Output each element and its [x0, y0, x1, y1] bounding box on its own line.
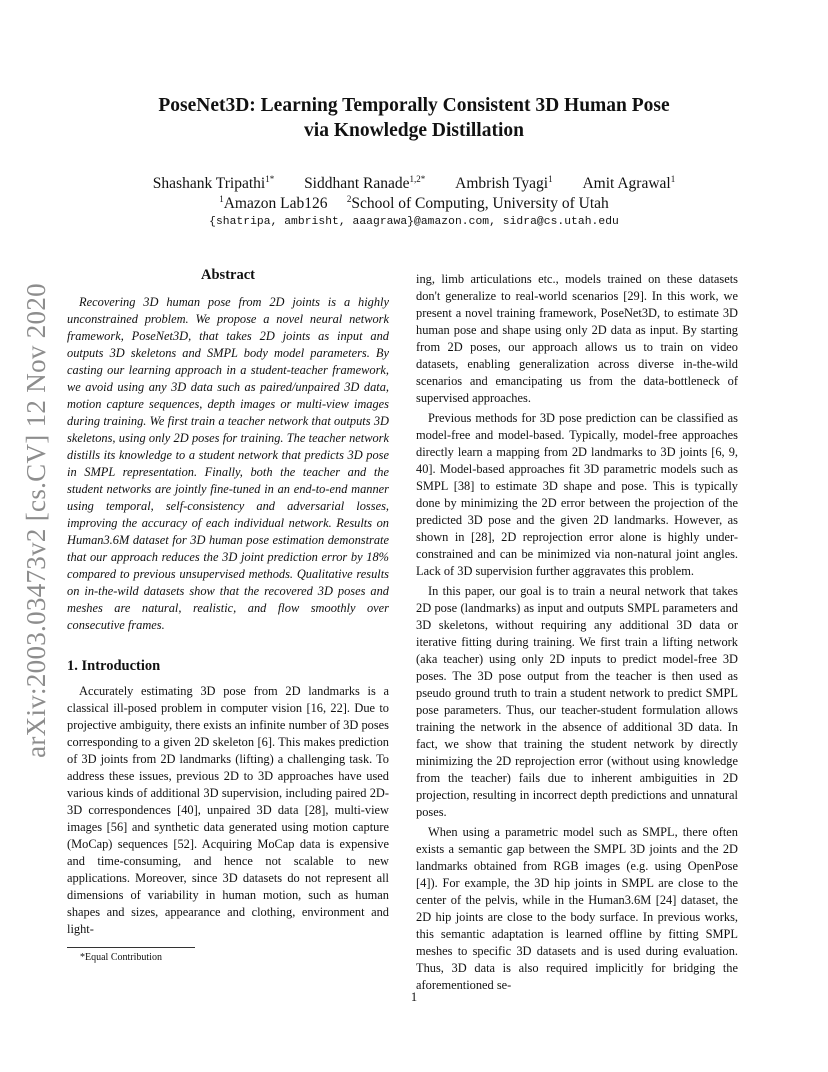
affiliation: $^1$Amazon Lab126	[219, 194, 328, 212]
footnote-rule	[67, 947, 195, 948]
body-paragraph: When using a parametric model such as SMPL, there often exists a semantic gap between the SMPL 3D joints and the 2D landmarks obtained from RGB images (e.g. using OpenPose [4]). For example, the 3D hip joints in SMPL are close to the center of the pelvis, while in the Human3.6M [24] dataset, the 2D hip joints are close to the body surface. In previous works, this semantic adaptation is learned offline by fitting SMPL meshes to specific 3D datasets and is used during evaluation. Thus, 3D data is also required implicitly for bridging the aforementioned se-	[416, 825, 738, 992]
affiliation: $^2$School of Computing, University of Utah	[346, 194, 609, 212]
introduction-heading: 1. Introduction	[67, 658, 161, 674]
title-line-2: via Knowledge Distillation	[304, 120, 524, 141]
author: Ambrish Tyagi$^1$	[455, 174, 553, 192]
footnote: *Equal Contribution	[80, 952, 162, 963]
body-paragraph: In this paper, our goal is to train a neural network that takes 2D pose (landmarks) as input and outputs SMPL parameters and 3D skeletons, without requiring any additional 3D data or iterative fitting during training. We first train a lifting network (aka teacher) using only 2D inputs to predict model-free 3D poses. The 3D pose output from the teacher is then used as pseudo ground truth to train a student network to predict SMPL pose parameters. Thus, our teacher-student formulation allows training the network in the absence of additional 3D data. In fact, we show that training the student network by directly minimizing the 2D reprojection error (without using knowledge from the teacher) fails due to inherent ambiguities in 2D projection, resulting in incorrect depth predictions and unnatural poses.	[416, 584, 738, 819]
left-column	[67, 267, 389, 941]
author: Amit Agrawal$^1$	[582, 174, 676, 192]
page-number: 1	[410, 990, 418, 1004]
author: Siddhant Ranade$^{1,2*}$	[304, 174, 426, 192]
arxiv-stamp: arXiv:2003.03473v2 [cs.CV] 12 Nov 2020	[20, 282, 51, 758]
author-block	[90, 174, 738, 214]
affiliation-list	[90, 194, 738, 214]
author-emails: {shatripa, ambrisht, aaagrawa}@amazon.com, sidra@cs.utah.edu	[209, 216, 619, 228]
right-column	[416, 271, 738, 997]
body-paragraph: ing, limb articulations etc., models trained on these datasets don't generalize to real-world scenarios [29]. In this work, we present a novel training framework, PoseNet3D, to estimate 3D human pose and shape using only 2D data as input. By starting from 2D poses, our approach allows us to train on video datasets, enabling generalization across diverse in-the-wild scenarios and emancipating us from the data-bottleneck of supervised approaches.	[416, 272, 738, 405]
title-line-1: PoseNet3D: Learning Temporally Consistent 3D Human Pose	[158, 95, 670, 116]
intro-paragraph: Accurately estimating 3D pose from 2D landmarks is a classical ill-posed problem in computer vision [16, 22]. Due to projective ambiguity, there exists an infinite number of 3D poses corresponding to a given 2D skeleton [6]. This makes prediction of 3D joints from 2D landmarks (lifting) a challenging task. To address these issues, previous 2D to 3D approaches have used various kinds of additional 3D supervision, including paired 2D-3D correspondences [40], unpaired 3D data [28], multi-view images [56] and synthetic data generated using motion capture (MoCap) sequences [52]. Acquiring MoCap data is expensive and time-consuming, and hence not scalable to new applications. Moreover, since 3D datasets do not represent all dimensions of variability in human motion, such as human shapes and sizes, appearance and clothing, environment and light-	[67, 684, 389, 936]
author-list	[90, 174, 738, 194]
body-paragraph: Previous methods for 3D pose prediction can be classified as model-free and model-based. Typically, model-free approaches directly learn a mapping from 2D landmarks to 3D joints [6, 9, 40]. Model-based approaches fit 3D parametric models such as SMPL [38] to estimate 3D shape and pose. This is typically done by minimizing the 2D error between the projection of the predicted 3D pose and the given 2D landmarks. However, as shown in [28], 2D reprojection error alone is highly under-constrained and can be minimized via non-natural joint angles. Lack of 3D supervision further aggravates this problem.	[416, 411, 738, 578]
author: Shashank Tripathi$^{1*}$	[152, 174, 275, 192]
paper-title	[90, 93, 738, 143]
abstract-heading: Abstract	[201, 267, 255, 283]
abstract-text: Recovering 3D human pose from 2D joints is a highly unconstrained problem. We propose a novel neural network framework, PoseNet3D, that takes 2D joints as input and outputs 3D skeletons and SMPL body model parameters. By casting our learning approach in a student-teacher framework, we avoid using any 3D data such as paired/unpaired 3D data, motion capture sequences, depth images or multi-view images during training. We first train a teacher network that outputs 3D skeletons, using only 2D poses for training. The teacher network distills its knowledge to a student network that predicts 3D pose in SMPL representation. Finally, both the teacher and the student networks are jointly fine-tuned in an end-to-end manner using temporal, self-consistency and adversarial losses, improving the accuracy of each individual network. Results on Human3.6M dataset for 3D human pose estimation demonstrate that our approach reduces the 3D joint prediction error by 18% compared to previous unsupervised methods. Qualitative results on in-the-wild datasets show that the recovered 3D poses and meshes are natural, realistic, and flow smoothly over consecutive frames.	[67, 295, 389, 632]
